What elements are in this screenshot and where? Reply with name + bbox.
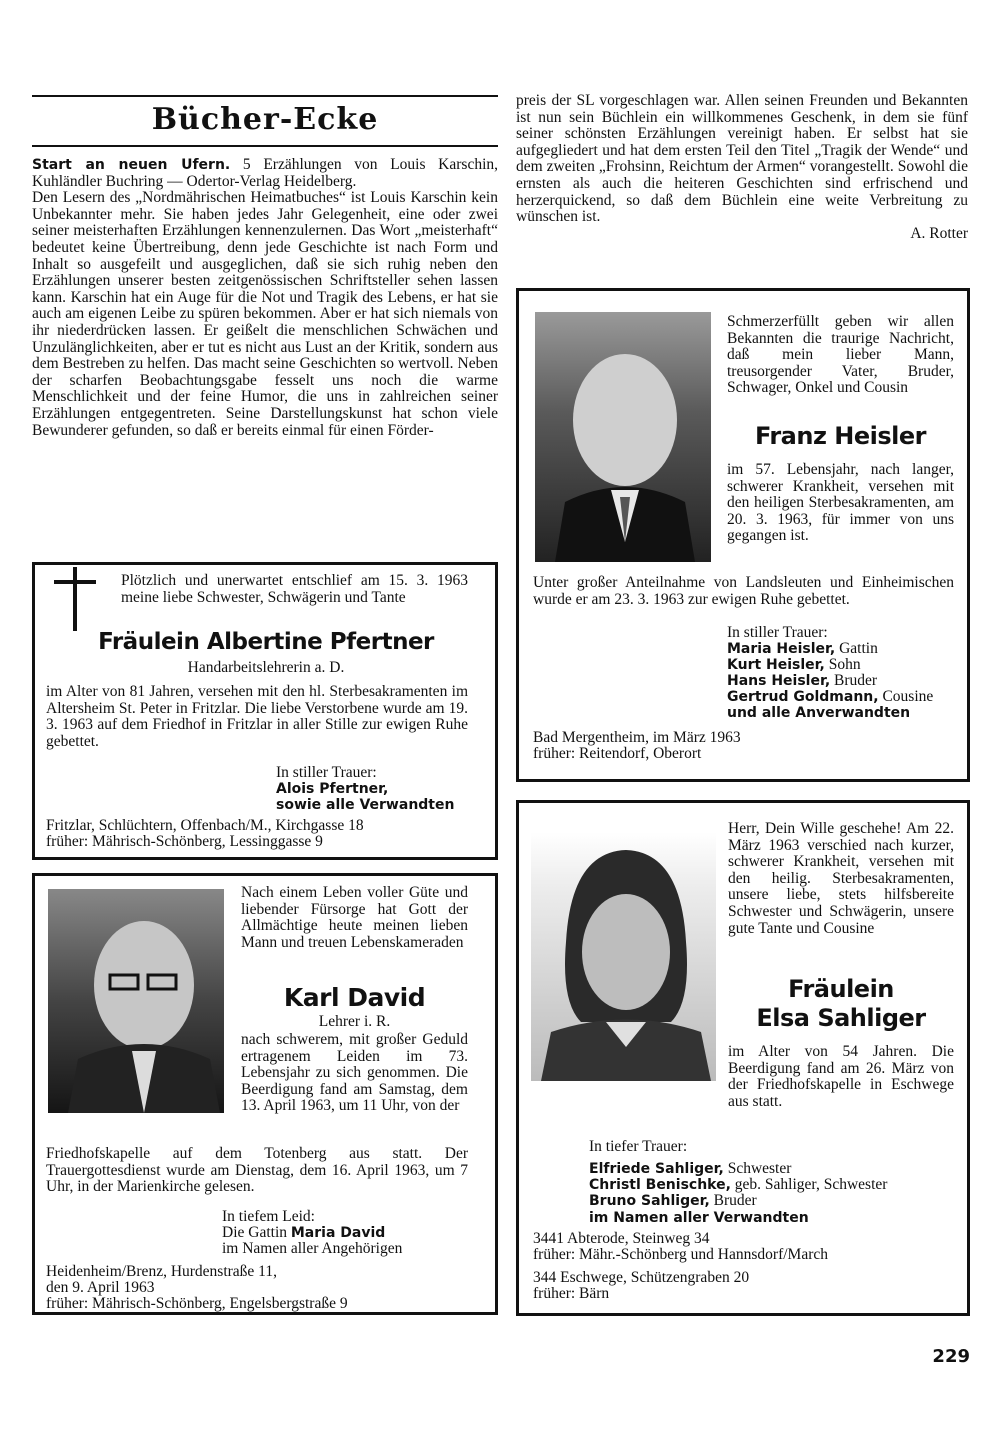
sahliger-m3-name: Bruno Sahliger, [589, 1193, 710, 1209]
heisler-mourner-4 [727, 689, 933, 706]
portrait-franz-heisler [535, 312, 711, 562]
cross-vertical [73, 567, 77, 631]
sahliger-m2-name: Christl Benischke, [589, 1177, 731, 1193]
sahliger-m1-rel: Schwester [723, 1160, 792, 1177]
review-lead-rest: 5 Erzählungen von Louis Karschin, Kuhländler Buchring — Odertor-Verlag Heidelberg. [32, 156, 499, 190]
review-body: Den Lesern des „Nordmährischen Heimatbuches“ ist Louis Karschin kein Unbekannter mehr. Sie haben jedes Jahr Gelegenheit, eine oder zwei seiner meisterhaften Erzählungen kennenzulernen. Das Wort „meisterhaft“ bedeutet keine Übertreibung, denn jede Geschichte ist nach Form und Inhalt so ausgefeilt und ausgeglichen, daß sie sich ruhig neben den Erzählungen unserer besten zeitgenössischen Schriftsteller sehen lassen kann. Karschin hat ein Auge für die Not und Tragik des Lebens, er hat sie auch am eigenen Leibe zu spüren bekommen. Aber er hat sich niemals von ihr niederdrücken lassen. Er geißelt die menschlichen Schwächen und Unzulänglichkeiten, aber er tut es nicht aus Lust an der Kritik, sondern aus dem Bestreben zu helfen. Das macht seine Geschichten so wertvoll. Neben der scharfen Beobachtungsgabe fesselt uns noch die warme Menschlichkeit und der feine Humor, die uns in zahlreichen seiner Erzählungen entgegentreten. Seine Darstellungskunst hat schon viele Bewunderer gefunden, so daß er bereits einmal für einen Förder- [32, 189, 498, 439]
heisler-name: Franz Heisler [754, 422, 926, 450]
heisler-intro: Schmerzerfüllt geben wir allen Bekannten die traurige Nachricht, daß mein lieber Mann, treusorgender Vater, Bruder, Schwager, Onkel und Cousin [727, 313, 954, 397]
david-m1-pre: Die Gattin [222, 1224, 291, 1241]
heisler-m3-name: Hans Heisler, [727, 673, 831, 689]
heisler-address-1: Bad Mergentheim, im März 1963 [533, 729, 741, 746]
heisler-m4-rel: Cousine [878, 688, 934, 705]
sahliger-m1-name: Elfriede Sahliger, [589, 1161, 724, 1177]
pfertner-intro: Plötzlich und unerwartet entschlief am 15. 3. 1963 meine liebe Schwester, Schwägerin und Tante [121, 572, 468, 606]
heisler-m2-rel: Sohn [824, 656, 861, 673]
page-number: 229 [932, 1346, 970, 1367]
portrait-karl-david-drawing [48, 889, 224, 1113]
review-lead-title: Start an neuen Ufern. [32, 157, 231, 173]
sahliger-name-1: Fräulein [788, 975, 894, 1003]
review-continuation-text: preis der SL vorgeschlagen war. Allen seinen Freunden und Bekannten ist nun sein Büchlein ein willkommenes Geschenk, in dem sie fünf seiner schönsten Erzählungen vereinigt haben. Er selbst hat sie aufgegliedert und hat dem ersten Teil den Titel „Tragik der Wende“ und dem zweiten „Frohsinn, Reichtum der Armen“ vorangestellt. Sowohl die ernsten als auch die heiteren Geschichten sind erfrischend und herzerquickend, so daß dem Büchlein eine weite Verbreitung zu wünschen ist. [516, 92, 968, 226]
heisler-m3-rel: Bruder [830, 672, 878, 689]
portrait-elsa-sahliger [531, 832, 716, 1081]
review-author: A. Rotter [910, 224, 968, 242]
sahliger-address-2: früher: Mähr.-Schönberg und Hannsdorf/March [533, 1246, 828, 1263]
heisler-body: im 57. Lebensjahr, nach langer, schwerer Krankheit, versehen mit den heiligen Sterbesakramenten, am 20. 3. 1963, für immer von uns gegangen ist. [727, 461, 954, 545]
david-body-a: nach schwerem, mit großer Geduld ertragenem Leiden im 73. Lebensjahr zu sich genommen. Die Beerdigung fand am Samstag, dem 13. April 1963, um 11 Uhr, von der [241, 1031, 468, 1115]
heisler-m1-name: Maria Heisler, [727, 641, 836, 657]
book-review [32, 157, 498, 439]
sahliger-body: im Alter von 54 Jahren. Die Beerdigung fand am 26. März von der Friedhofskapelle in Eschwege aus statt. [728, 1043, 954, 1110]
heisler-mourning-label: In stiller Trauer: [727, 624, 828, 641]
heisler-address-2: früher: Reitendorf, Oberort [533, 745, 702, 762]
cross-horizontal [54, 580, 96, 584]
sahliger-m2-rel: geb. Sahliger, Schwester [730, 1176, 888, 1193]
sahliger-mourner-4: im Namen aller Verwandten [589, 1210, 809, 1226]
header-bottom-rule [32, 145, 498, 147]
heisler-body-2: Unter großer Anteilnahme von Landsleuten und Einheimischen wurde er am 23. 3. 1963 zur ewigen Ruhe gebettet. [533, 574, 954, 608]
sahliger-address-1: 3441 Abterode, Steinweg 34 [533, 1230, 710, 1247]
section-title: Bücher-Ecke [151, 102, 379, 137]
david-m1-name: Maria David [290, 1225, 386, 1241]
portrait-franz-heisler-drawing [535, 312, 711, 562]
david-intro: Nach einem Leben voller Güte und liebender Fürsorge hat Gott der Allmächtige heute meinen lieben Mann und treuen Lebenskameraden [241, 884, 468, 951]
sahliger-m3-rel: Bruder [709, 1192, 757, 1209]
david-name: Karl David [283, 983, 426, 1012]
pfertner-name: Fräulein Albertine Pfertner [98, 629, 434, 655]
heisler-mourner-3 [727, 673, 877, 690]
pfertner-address-1: Fritzlar, Schlüchtern, Offenbach/M., Kirchgasse 18 [46, 817, 364, 834]
david-mourning-label: In tiefem Leid: [222, 1208, 315, 1225]
portrait-karl-david [48, 889, 224, 1113]
sahliger-mourning-label: In tiefer Trauer: [589, 1138, 688, 1155]
sahliger-address-4: früher: Bärn [533, 1285, 610, 1302]
pfertner-mourning-label: In stiller Trauer: [276, 764, 377, 781]
david-address-3: früher: Mährisch-Schönberg, Engelsbergstraße 9 [46, 1295, 348, 1312]
review-lead [32, 157, 498, 190]
heisler-m4-name: Gertrud Goldmann, [727, 689, 879, 705]
david-title: Lehrer i. R. [318, 1013, 391, 1030]
david-body-b: Friedhofskapelle auf dem Totenberg aus statt. Der Trauergottesdienst wurde am Dienstag, dem 16. April 1963, um 7 Uhr, in der Marienkirche gelesen. [46, 1145, 468, 1196]
sahliger-name-2: Elsa Sahliger [756, 1004, 926, 1032]
sahliger-mourner-3 [589, 1193, 757, 1210]
review-continuation [516, 93, 968, 242]
heisler-mourner-5: und alle Anverwandten [727, 705, 911, 721]
heisler-m1-rel: Gattin [835, 640, 878, 657]
heisler-m2-name: Kurt Heisler, [727, 657, 825, 673]
sahliger-intro: Herr, Dein Wille geschehe! Am 22. März 1963 verschied nach kurzer, schwerer Krankheit, versehen mit den heilig. Sterbesakramenten, unsere liebe, stets hilfsbereite Schwester und Schwägerin, unsere gute Tante und Cousine [728, 820, 954, 937]
header-top-rule [32, 95, 498, 97]
portrait-elsa-sahliger-drawing [531, 832, 716, 1081]
david-mourner-2: im Namen aller Angehörigen [222, 1240, 403, 1257]
pfertner-mourner-2: sowie alle Verwandten [276, 797, 455, 813]
pfertner-address-2: früher: Mährisch-Schönberg, Lessinggasse 9 [46, 833, 323, 850]
pfertner-mourner-1: Alois Pfertner, [276, 781, 389, 797]
pfertner-title: Handarbeitslehrerin a. D. [187, 659, 345, 676]
pfertner-body: im Alter von 81 Jahren, versehen mit den hl. Sterbesakramenten im Altersheim St. Peter in Fritzlar. Die liebe Verstorbene wurde am 19. 3. 1963 auf dem Friedhof in Fritzlar in aller Stille zur ewigen Ruhe gebettet. [46, 683, 468, 750]
sahliger-address-3: 344 Eschwege, Schützengraben 20 [533, 1269, 750, 1286]
david-address-2: den 9. April 1963 [46, 1279, 155, 1296]
david-address-1: Heidenheim/Brenz, Hurdenstraße 11, [46, 1263, 277, 1280]
